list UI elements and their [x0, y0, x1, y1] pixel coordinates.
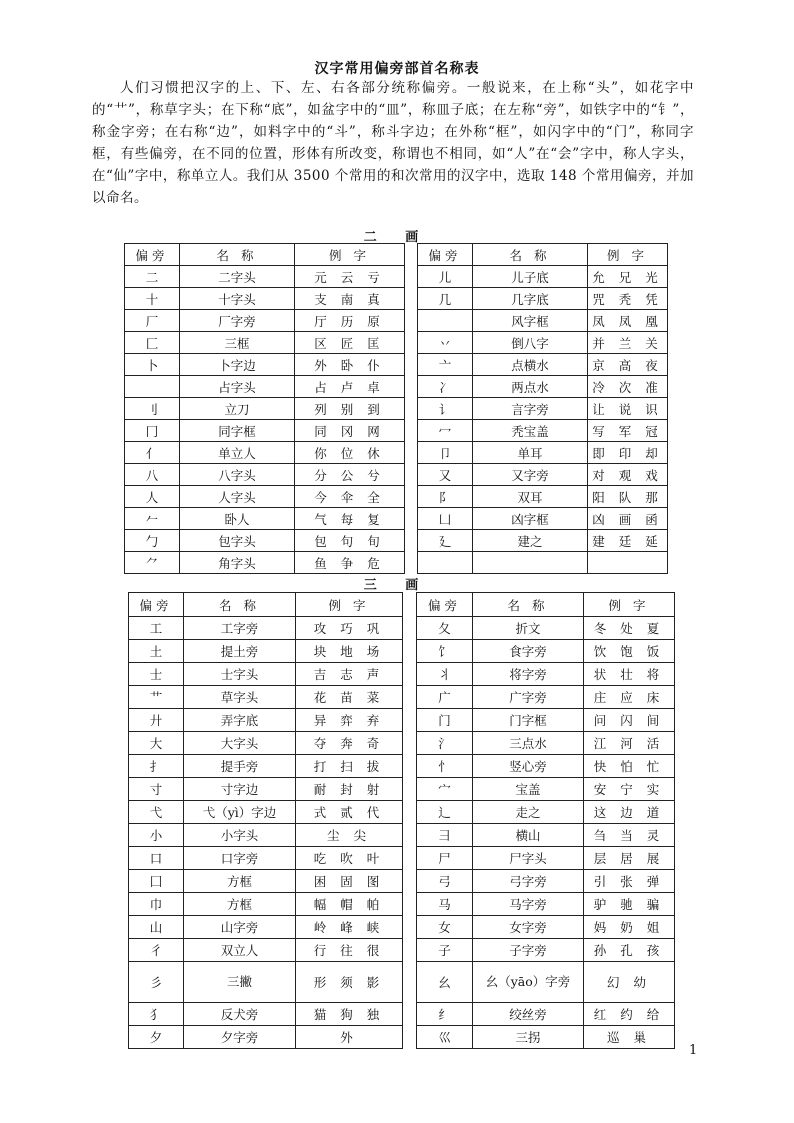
name-cell: 两点水 — [473, 376, 588, 398]
examples-cell: 列 别 到 — [295, 398, 405, 420]
name-cell: 三拐 — [473, 1026, 584, 1049]
examples-cell: 快 怕 忙 — [584, 755, 675, 778]
name-cell: 子字旁 — [473, 939, 584, 962]
examples-cell: 形 须 影 — [296, 962, 403, 1003]
radical-cell: 𠂉 — [125, 508, 180, 530]
examples-cell: 红 约 给 — [584, 1003, 675, 1026]
column-gap — [403, 1003, 417, 1026]
name-cell: 方框 — [184, 893, 296, 916]
radical-cell: 卜 — [125, 354, 180, 376]
page-title: 汉字常用偏旁部首名称表 — [314, 61, 480, 77]
examples-cell: 庄 应 床 — [584, 686, 675, 709]
radical-cell: 巾 — [129, 893, 184, 916]
radical-cell: 彡 — [129, 962, 184, 1003]
name-cell: 二字头 — [180, 266, 295, 288]
radical-cell: 刂 — [125, 398, 180, 420]
examples-cell: 块 地 场 — [296, 640, 403, 663]
examples-cell: 打 扫 拔 — [296, 755, 403, 778]
name-cell: 横山 — [473, 824, 584, 847]
examples-cell: 层 居 展 — [584, 847, 675, 870]
radical-cell: 人 — [125, 486, 180, 508]
examples-cell: 即 印 却 — [588, 442, 668, 464]
radical-cell: 廾 — [129, 709, 184, 732]
column-gap — [405, 552, 418, 574]
table-row — [129, 663, 675, 686]
name-cell: 占字头 — [180, 376, 295, 398]
name-cell: 厂字旁 — [180, 310, 295, 332]
radical-cell: 二 — [125, 266, 180, 288]
examples-cell: 占 卢 卓 — [295, 376, 405, 398]
table-row — [129, 847, 675, 870]
name-cell: 小字头 — [184, 824, 296, 847]
name-cell: 三撇 — [184, 962, 296, 1003]
table-row — [129, 709, 675, 732]
column-gap — [403, 709, 417, 732]
radical-cell: 口 — [129, 847, 184, 870]
name-cell: 提手旁 — [184, 755, 296, 778]
column-gap — [405, 354, 418, 376]
radical-cell: 子 — [417, 939, 473, 962]
name-cell: 折文 — [473, 617, 584, 640]
table-row — [129, 824, 675, 847]
name-cell: 将字旁 — [473, 663, 584, 686]
name-cell: 角字头 — [180, 552, 295, 574]
column-gap — [403, 686, 417, 709]
column-gap — [403, 640, 417, 663]
table-row — [125, 398, 668, 420]
examples-cell: 吉 志 声 — [296, 663, 403, 686]
name-cell: 又字旁 — [473, 464, 588, 486]
column-gap — [405, 332, 418, 354]
name-cell: 凶字框 — [473, 508, 588, 530]
examples-cell: 幅 帽 帕 — [296, 893, 403, 916]
name-cell: 单耳 — [473, 442, 588, 464]
page-number: 1 — [689, 1043, 698, 1058]
examples-cell: 冷 次 准 — [588, 376, 668, 398]
header-examples: 例 字 — [584, 593, 675, 617]
radical-cell: 艹 — [129, 686, 184, 709]
name-cell: 建之 — [473, 530, 588, 552]
examples-cell: 京 高 夜 — [588, 354, 668, 376]
section-heading-three-strokes: 三 画 — [363, 578, 431, 593]
radical-cell — [125, 376, 180, 398]
header-radical: 偏旁 — [417, 593, 473, 617]
column-gap — [403, 732, 417, 755]
examples-cell: 岭 峰 峡 — [296, 916, 403, 939]
radical-cell: 儿 — [418, 266, 473, 288]
name-cell: 三点水 — [473, 732, 584, 755]
radicals-table-three-strokes — [128, 592, 675, 1049]
name-cell: 单立人 — [180, 442, 295, 464]
examples-cell: 江 河 活 — [584, 732, 675, 755]
name-cell: 同字框 — [180, 420, 295, 442]
name-cell: 工字旁 — [184, 617, 296, 640]
name-cell: 弄字底 — [184, 709, 296, 732]
examples-cell: 气 每 复 — [295, 508, 405, 530]
examples-cell: 你 位 休 — [295, 442, 405, 464]
radical-cell: 忄 — [417, 755, 473, 778]
column-gap — [403, 778, 417, 801]
table-row — [125, 310, 668, 332]
examples-cell: 外 卧 仆 — [295, 354, 405, 376]
examples-cell: 刍 当 灵 — [584, 824, 675, 847]
column-gap — [405, 266, 418, 288]
examples-cell: 凶 画 函 — [588, 508, 668, 530]
examples-cell: 冬 处 夏 — [584, 617, 675, 640]
name-cell: 山字旁 — [184, 916, 296, 939]
name-cell: 尸字头 — [473, 847, 584, 870]
radical-cell: 彐 — [417, 824, 473, 847]
radical-cell: 女 — [417, 916, 473, 939]
radical-cell: 广 — [417, 686, 473, 709]
name-cell: 门字框 — [473, 709, 584, 732]
examples-cell — [588, 552, 668, 574]
radical-cell: 土 — [129, 640, 184, 663]
table-row — [129, 640, 675, 663]
column-gap — [405, 376, 418, 398]
radical-cell: 又 — [418, 464, 473, 486]
table-row — [129, 778, 675, 801]
examples-cell: 阳 队 那 — [588, 486, 668, 508]
column-gap — [403, 847, 417, 870]
table-row — [125, 464, 668, 486]
column-gap — [403, 824, 417, 847]
table-row — [129, 755, 675, 778]
examples-cell: 安 宁 实 — [584, 778, 675, 801]
name-cell: 双立人 — [184, 939, 296, 962]
name-cell: 绞丝旁 — [473, 1003, 584, 1026]
column-gap — [405, 420, 418, 442]
examples-cell: 饮 饱 饭 — [584, 640, 675, 663]
name-cell: 几字底 — [473, 288, 588, 310]
radical-cell: 丷 — [418, 332, 473, 354]
header-examples: 例 字 — [588, 244, 668, 266]
column-gap — [403, 870, 417, 893]
table-row — [129, 1026, 675, 1049]
name-cell: 幺（yāo）字旁 — [473, 962, 584, 1003]
name-cell: 走之 — [473, 801, 584, 824]
name-cell: 倒八字 — [473, 332, 588, 354]
table-row — [125, 288, 668, 310]
name-cell: 草字头 — [184, 686, 296, 709]
intro-paragraph: 人们习惯把汉字的上、下、左、右各部分统称偏旁。一般说来，在上称“头”，如花字中的“艹”，称草字头；在下称“底”，如盆字中的“皿”，称皿子底；在左称“旁”，如铁字中的“钅”，称金字旁；在右称“边”，如料字中的“斗”，称斗字边；在外称“框”，如闪字中的“门”，称同字框，有些偏旁，在不同的位置，形体有所改变，称谓也不相同，如“人”在“会”字中，称人字头，在“仙”字中，称单立人。我们从 3500 个常用的和次常用的汉字中，选取 148 个常用偏旁，并加以命名。 — [92, 80, 694, 206]
radical-cell — [418, 552, 473, 574]
radicals-table-two-strokes — [124, 243, 668, 574]
name-cell: 言字旁 — [473, 398, 588, 420]
radical-cell: 亠 — [418, 354, 473, 376]
table-row — [125, 332, 668, 354]
column-gap — [403, 962, 417, 1003]
table-row — [125, 442, 668, 464]
name-cell: 士字头 — [184, 663, 296, 686]
name-cell: 口字旁 — [184, 847, 296, 870]
name-cell: 竖心旁 — [473, 755, 584, 778]
column-gap — [405, 244, 418, 266]
table-row — [125, 552, 668, 574]
examples-cell: 让 说 识 — [588, 398, 668, 420]
radical-cell: 夂 — [417, 617, 473, 640]
table-header-row — [129, 593, 675, 617]
table-row — [125, 530, 668, 552]
examples-cell: 行 往 很 — [296, 939, 403, 962]
table-row — [129, 732, 675, 755]
radical-cell: 十 — [125, 288, 180, 310]
radical-cell: 工 — [129, 617, 184, 640]
examples-cell: 孙 孔 孩 — [584, 939, 675, 962]
examples-cell: 元 云 亏 — [295, 266, 405, 288]
examples-cell: 区 匠 匡 — [295, 332, 405, 354]
name-cell: 点横水 — [473, 354, 588, 376]
name-cell: 包字头 — [180, 530, 295, 552]
examples-cell: 困 固 图 — [296, 870, 403, 893]
examples-cell: 夺 奔 奇 — [296, 732, 403, 755]
name-cell: 儿子底 — [473, 266, 588, 288]
radical-cell: 囗 — [129, 870, 184, 893]
name-cell: 大字头 — [184, 732, 296, 755]
column-gap — [403, 617, 417, 640]
radical-cell: 寸 — [129, 778, 184, 801]
name-cell — [473, 552, 588, 574]
table-row — [125, 376, 668, 398]
radical-cell: 卩 — [418, 442, 473, 464]
table-header-row — [125, 244, 668, 266]
table-row — [125, 508, 668, 530]
name-cell: 宝盖 — [473, 778, 584, 801]
column-gap — [405, 442, 418, 464]
examples-cell: 幻 幼 — [584, 962, 675, 1003]
name-cell: 三框 — [180, 332, 295, 354]
radical-cell: 饣 — [417, 640, 473, 663]
table-row — [129, 893, 675, 916]
table-row — [129, 617, 675, 640]
radical-cell: 扌 — [129, 755, 184, 778]
header-radical: 偏旁 — [129, 593, 184, 617]
table-row — [129, 686, 675, 709]
table-row — [129, 916, 675, 939]
radical-cell: 冫 — [418, 376, 473, 398]
table-row — [129, 870, 675, 893]
name-cell: 卜字边 — [180, 354, 295, 376]
radical-cell: 讠 — [418, 398, 473, 420]
radical-cell: 幺 — [417, 962, 473, 1003]
examples-cell: 状 壮 将 — [584, 663, 675, 686]
column-gap — [405, 288, 418, 310]
header-radical: 偏旁 — [125, 244, 180, 266]
examples-cell: 外 — [296, 1026, 403, 1049]
examples-cell: 今 伞 全 — [295, 486, 405, 508]
table-row — [125, 420, 668, 442]
examples-cell: 厅 历 原 — [295, 310, 405, 332]
examples-cell: 这 边 道 — [584, 801, 675, 824]
examples-cell: 耐 封 射 — [296, 778, 403, 801]
column-gap — [405, 398, 418, 420]
column-gap — [405, 310, 418, 332]
radical-cell: ⺈ — [125, 552, 180, 574]
header-examples: 例 字 — [296, 593, 403, 617]
table-row — [129, 1003, 675, 1026]
column-gap — [403, 1026, 417, 1049]
radical-cell: 冖 — [418, 420, 473, 442]
radical-cell: 弓 — [417, 870, 473, 893]
table-row — [125, 486, 668, 508]
column-gap — [403, 893, 417, 916]
examples-cell: 吃 吹 叶 — [296, 847, 403, 870]
examples-cell: 攻 巧 巩 — [296, 617, 403, 640]
radical-cell: 丬 — [417, 663, 473, 686]
name-cell: 广字旁 — [473, 686, 584, 709]
name-cell: 十字头 — [180, 288, 295, 310]
name-cell: 人字头 — [180, 486, 295, 508]
examples-cell: 尘 尖 — [296, 824, 403, 847]
examples-cell: 写 军 冠 — [588, 420, 668, 442]
radical-cell: 马 — [417, 893, 473, 916]
examples-cell: 包 句 旬 — [295, 530, 405, 552]
examples-cell: 问 闪 间 — [584, 709, 675, 732]
radical-cell — [418, 310, 473, 332]
column-gap — [403, 939, 417, 962]
name-cell: 夕字旁 — [184, 1026, 296, 1049]
examples-cell: 妈 奶 姐 — [584, 916, 675, 939]
header-name: 名 称 — [180, 244, 295, 266]
table-row — [125, 266, 668, 288]
header-name: 名 称 — [473, 593, 584, 617]
name-cell: 马字旁 — [473, 893, 584, 916]
radical-cell: 冂 — [125, 420, 180, 442]
header-name: 名 称 — [184, 593, 296, 617]
column-gap — [403, 916, 417, 939]
radical-cell: 阝 — [418, 486, 473, 508]
table-row — [129, 801, 675, 824]
examples-cell: 巡 巢 — [584, 1026, 675, 1049]
radical-cell: 厂 — [125, 310, 180, 332]
column-gap — [403, 663, 417, 686]
section-heading-two-strokes: 二 画 — [363, 230, 431, 245]
name-cell: 风字框 — [473, 310, 588, 332]
column-gap — [405, 486, 418, 508]
name-cell: 食字旁 — [473, 640, 584, 663]
examples-cell: 对 观 戏 — [588, 464, 668, 486]
radical-cell: 巛 — [417, 1026, 473, 1049]
column-gap — [403, 755, 417, 778]
radical-cell: 大 — [129, 732, 184, 755]
header-name: 名 称 — [473, 244, 588, 266]
name-cell: 寸字边 — [184, 778, 296, 801]
radical-cell: 廴 — [418, 530, 473, 552]
column-gap — [403, 801, 417, 824]
column-gap — [405, 464, 418, 486]
radical-cell: 弋 — [129, 801, 184, 824]
radical-cell: 亻 — [125, 442, 180, 464]
name-cell: 弓字旁 — [473, 870, 584, 893]
radical-cell: 八 — [125, 464, 180, 486]
examples-cell: 鱼 争 危 — [295, 552, 405, 574]
examples-cell: 并 兰 关 — [588, 332, 668, 354]
radical-cell: 氵 — [417, 732, 473, 755]
examples-cell: 引 张 弹 — [584, 870, 675, 893]
table-row — [129, 962, 675, 1003]
column-gap — [403, 593, 417, 617]
name-cell: 提土旁 — [184, 640, 296, 663]
column-gap — [405, 508, 418, 530]
examples-cell: 咒 秃 凭 — [588, 288, 668, 310]
radical-cell: 凵 — [418, 508, 473, 530]
examples-cell: 支 南 真 — [295, 288, 405, 310]
radical-cell: 纟 — [417, 1003, 473, 1026]
name-cell: 卧人 — [180, 508, 295, 530]
header-radical: 偏旁 — [418, 244, 473, 266]
radical-cell: 勹 — [125, 530, 180, 552]
name-cell: 反犬旁 — [184, 1003, 296, 1026]
radical-cell: 小 — [129, 824, 184, 847]
examples-cell: 异 弈 弃 — [296, 709, 403, 732]
examples-cell: 猫 狗 独 — [296, 1003, 403, 1026]
radical-cell: 几 — [418, 288, 473, 310]
name-cell: 女字旁 — [473, 916, 584, 939]
radical-cell: 山 — [129, 916, 184, 939]
radical-cell: 匚 — [125, 332, 180, 354]
radical-cell: 辶 — [417, 801, 473, 824]
radical-cell: 尸 — [417, 847, 473, 870]
examples-cell: 同 冈 网 — [295, 420, 405, 442]
name-cell: 秃宝盖 — [473, 420, 588, 442]
radical-cell: 犭 — [129, 1003, 184, 1026]
radical-cell: 夕 — [129, 1026, 184, 1049]
radical-cell: 宀 — [417, 778, 473, 801]
radical-cell: 门 — [417, 709, 473, 732]
examples-cell: 分 公 兮 — [295, 464, 405, 486]
name-cell: 双耳 — [473, 486, 588, 508]
examples-cell: 凤 凤 凰 — [588, 310, 668, 332]
table-row — [129, 939, 675, 962]
examples-cell: 允 兄 光 — [588, 266, 668, 288]
radical-cell: 士 — [129, 663, 184, 686]
table-row — [125, 354, 668, 376]
examples-cell: 驴 驰 骗 — [584, 893, 675, 916]
examples-cell: 建 廷 延 — [588, 530, 668, 552]
examples-cell: 式 贰 代 — [296, 801, 403, 824]
name-cell: 八字头 — [180, 464, 295, 486]
column-gap — [405, 530, 418, 552]
name-cell: 弋（yì）字边 — [184, 801, 296, 824]
name-cell: 方框 — [184, 870, 296, 893]
examples-cell: 花 苗 菜 — [296, 686, 403, 709]
radical-cell: 彳 — [129, 939, 184, 962]
name-cell: 立刀 — [180, 398, 295, 420]
header-examples: 例 字 — [295, 244, 405, 266]
